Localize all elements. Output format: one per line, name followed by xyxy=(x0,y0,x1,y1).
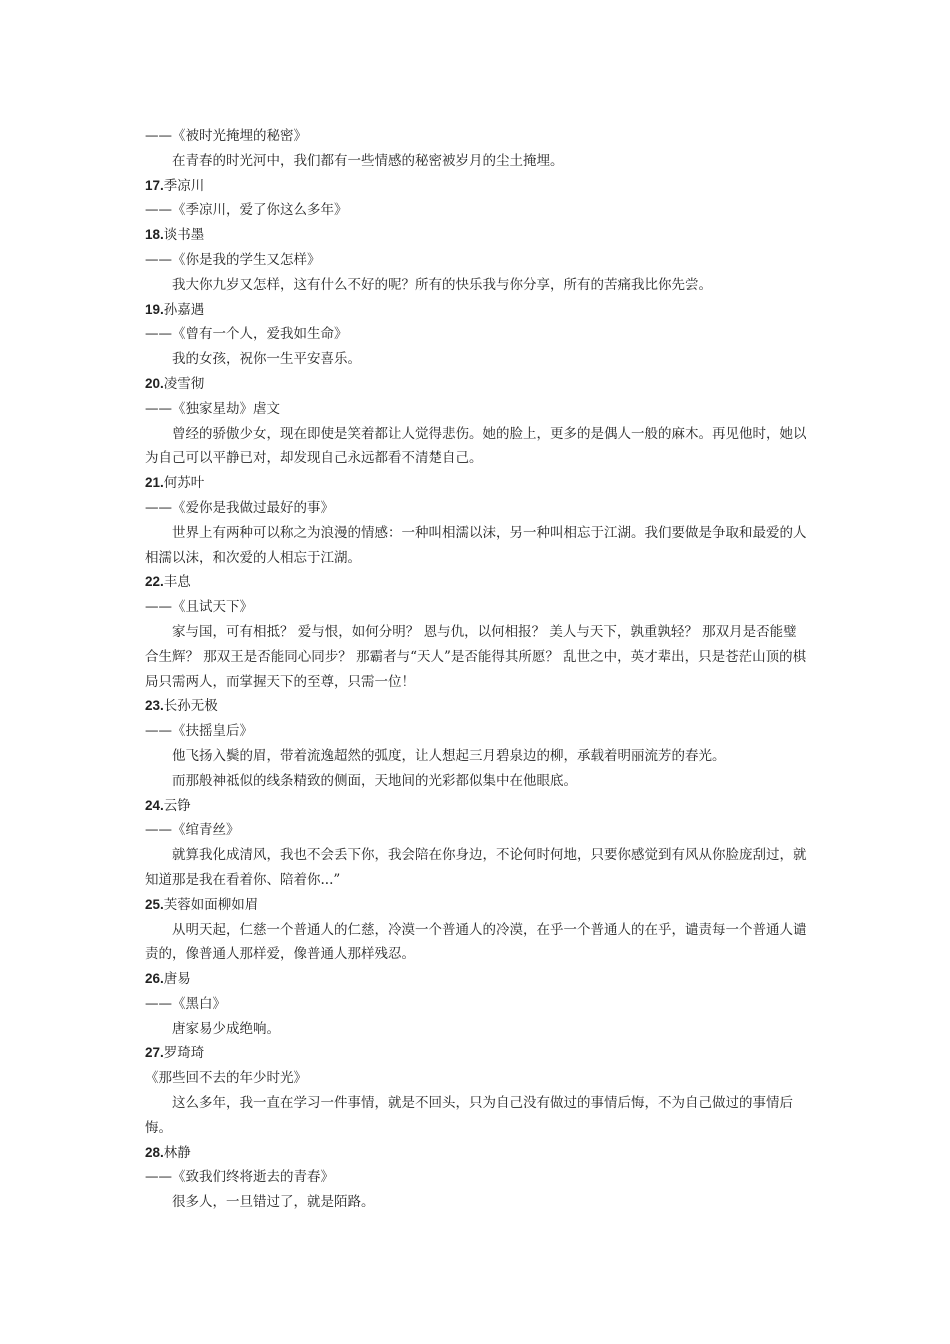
entry-heading xyxy=(145,694,810,719)
entry-name: 凌雪彻 xyxy=(163,375,205,392)
source-title: ——《季凉川，爱了你这么多年》 xyxy=(145,202,348,219)
source-title: ——《绾青丝》 xyxy=(145,822,240,839)
entry-name: 林静 xyxy=(163,1144,191,1161)
source-title: 《那些回不去的年少时光》 xyxy=(145,1070,307,1087)
entry-number: 25. xyxy=(145,896,164,912)
entry-name: 谈书墨 xyxy=(163,227,205,244)
quote-paragraph: 很多人，一旦错过了，就是陌路。 xyxy=(172,1194,375,1211)
entry-heading xyxy=(145,372,810,397)
source-title: ——《爱你是我做过最好的事》 xyxy=(145,499,334,516)
entry-heading xyxy=(145,893,810,918)
entry-number: 24. xyxy=(145,797,164,813)
source-title: ——《曾有一个人，爱我如生命》 xyxy=(145,326,348,343)
quote-paragraph: 从明天起，仁慈一个普通人的仁慈，冷漠一个普通人的冷漠，在乎一个普通人的在乎，谴责每一个普通人谴责的，像普通人那样爱，像普通人那样残忍。 xyxy=(145,921,807,963)
quote-paragraph: 这么多年，我一直在学习一件事情，就是不回头，只为自己没有做过的事情后悔，不为自己做过的事情后悔。 xyxy=(145,1095,793,1136)
quote-paragraph: 我的女孩，祝你一生平安喜乐。 xyxy=(172,351,361,368)
entry-name: 丰息 xyxy=(163,574,191,591)
source-title: ——《你是我的学生又怎样》 xyxy=(145,251,321,268)
entry-number: 17. xyxy=(145,177,164,193)
entry-heading xyxy=(145,223,810,248)
source-title: ——《被时光掩埋的秘密》 xyxy=(145,128,307,144)
quote-paragraph: 家与国，可有相抵？ 爱与恨，如何分明？ 恩与仇，以何相报？ 美人与天下，孰重孰轻？ 那双月是否能璧合生辉？ 那双王是否能同心同步？ 那霸者与“天人”是否能得其所愿？ 乱世之中，英才辈出，只是苍茫山顶的棋局只需两人，而掌握天下的至尊，只需一位！ xyxy=(145,623,807,690)
quote-paragraph: 我大你九岁又怎样，这有什么不好的呢？所有的快乐我与你分享，所有的苦痛我比你先尝。 xyxy=(172,276,712,293)
source-title: ——《独家星劫》虐文 xyxy=(145,400,280,417)
entry-heading xyxy=(145,570,810,595)
entry-heading xyxy=(145,794,810,819)
entry-heading xyxy=(145,1041,810,1066)
entry-number: 28. xyxy=(145,1144,164,1160)
entry-name: 云铮 xyxy=(163,797,191,814)
entry-number: 21. xyxy=(145,475,164,491)
entry-number: 22. xyxy=(145,574,164,590)
quote-paragraph: 而那般神祗似的线条精致的侧面，天地间的光彩都似集中在他眼底。 xyxy=(172,772,577,789)
entry-heading xyxy=(145,174,810,199)
entry-name: 芙蓉如面柳如眉 xyxy=(163,896,259,913)
entry-number: 20. xyxy=(145,375,164,391)
entry-heading xyxy=(145,471,810,496)
quote-paragraph: 就算我化成清风，我也不会丢下你，我会陪在你身边，不论何时何地，只要你感觉到有风从你脸庞刮过，就知道那是我在看着你、陪着你...” xyxy=(145,847,807,888)
quote-paragraph: 在青春的时光河中，我们都有一些情感的秘密被岁月的尘土掩埋。 xyxy=(172,152,564,169)
entry-name: 长孙无极 xyxy=(163,698,218,715)
quote-paragraph: 世界上有两种可以称之为浪漫的情感：一种叫相濡以沫，另一种叫相忘于江湖。我们要做是争取和最爱的人相濡以沫，和次爱的人相忘于江湖。 xyxy=(145,524,807,566)
quote-paragraph: 曾经的骄傲少女，现在即使是笑着都让人觉得悲伤。她的脸上，更多的是偶人一般的麻木。再见他时，她以为自己可以平静已对，却发现自己永远都看不清楚自己。 xyxy=(145,425,807,467)
source-title: ——《扶摇皇后》 xyxy=(145,723,253,740)
entry-name: 何苏叶 xyxy=(163,475,205,492)
entry-name: 孙嘉遇 xyxy=(163,301,205,318)
entry-name: 唐易 xyxy=(163,971,191,988)
entry-number: 23. xyxy=(145,698,164,714)
source-title: ——《且试天下》 xyxy=(145,599,253,616)
entry-number: 18. xyxy=(145,227,164,243)
entry-heading xyxy=(145,967,810,992)
quote-paragraph: 唐家易少成绝响。 xyxy=(172,1020,280,1037)
document-body xyxy=(145,124,810,1215)
source-title: ——《黑白》 xyxy=(145,995,226,1012)
quote-paragraph: 他飞扬入鬓的眉，带着流逸超然的弧度，让人想起三月碧泉边的柳，承载着明丽流芳的春光。 xyxy=(172,747,726,764)
entry-heading xyxy=(145,298,810,323)
entry-name: 罗琦琦 xyxy=(163,1045,205,1062)
source-title: ——《致我们终将逝去的青春》 xyxy=(145,1169,334,1186)
entry-number: 19. xyxy=(145,301,164,317)
entry-number: 26. xyxy=(145,971,164,987)
entry-number: 27. xyxy=(145,1045,164,1061)
entry-heading xyxy=(145,1141,810,1166)
entry-name: 季凉川 xyxy=(163,177,205,194)
